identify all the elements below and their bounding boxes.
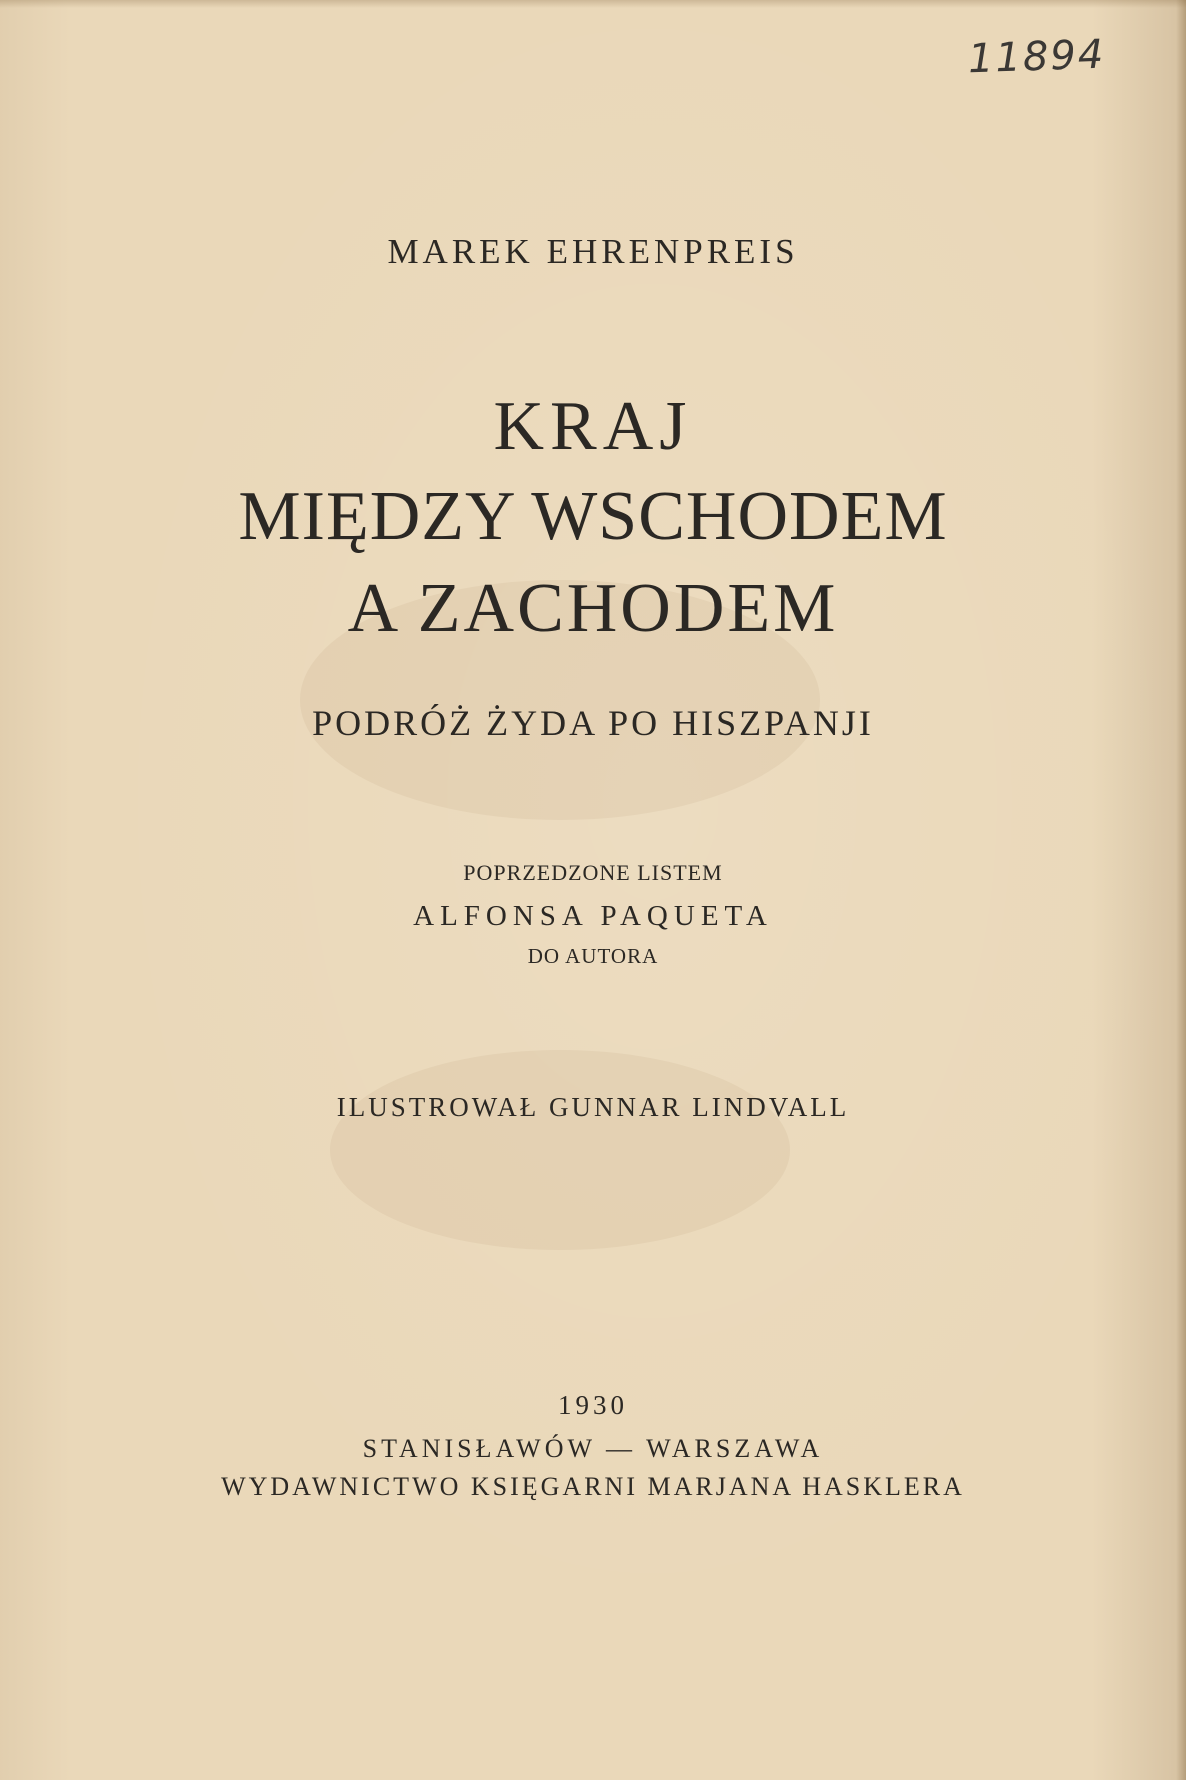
preface-label: POPRZEDZONE LISTEM — [463, 860, 723, 885]
publication-place: STANISŁAWÓW — WARSZAWA — [362, 1434, 824, 1463]
handwritten-catalog-number: 11894 — [967, 31, 1107, 83]
book-title-line-2: MIĘDZY WSCHODEM — [238, 478, 948, 555]
publisher-name: WYDAWNICTWO KSIĘGARNI MARJANA HASKLERA — [221, 1472, 965, 1501]
preface-author-name: ALFONSA PAQUETA — [413, 900, 773, 932]
preface-recipient: DO AUTORA — [527, 944, 659, 968]
illustrator-credit: ILUSTROWAŁ GUNNAR LINDVALL — [336, 1092, 850, 1122]
paper-stain — [330, 1050, 790, 1250]
publication-year: 1930 — [558, 1390, 628, 1420]
book-title-line-3: A ZACHODEM — [347, 570, 839, 647]
author-name: MAREK EHRENPREIS — [387, 232, 799, 271]
page-top-edge — [0, 0, 1186, 8]
book-title-line-1: KRAJ — [493, 388, 693, 465]
book-subtitle: PODRÓŻ ŻYDA PO HISZPANJI — [312, 703, 874, 743]
